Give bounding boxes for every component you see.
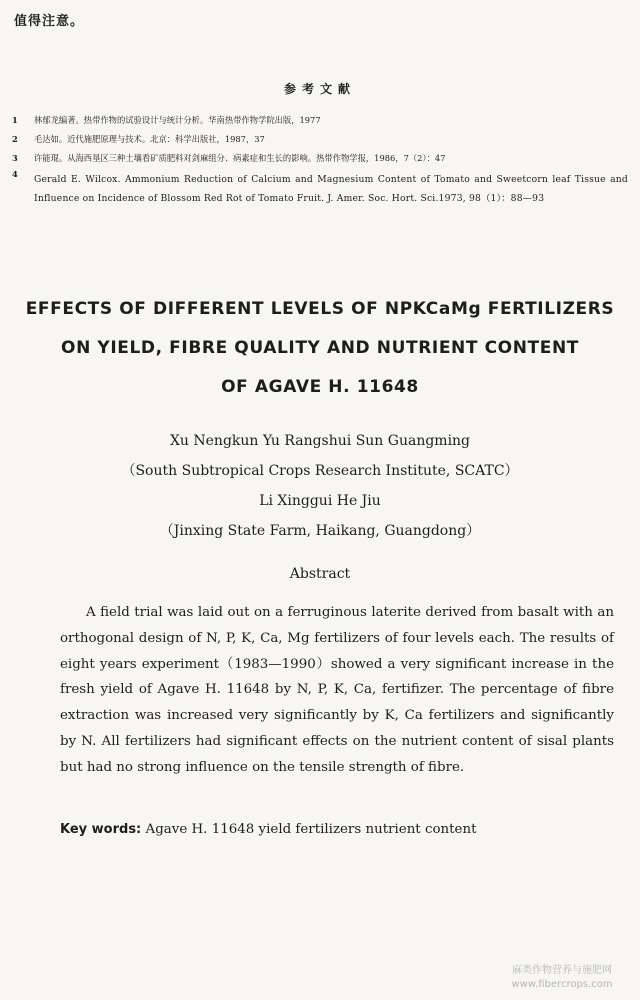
author-affiliation: （Jinxing State Farm, Haikang, Guangdong） — [159, 523, 481, 539]
title-line: ON YIELD, FIBRE QUALITY AND NUTRIENT CONTENT — [61, 338, 579, 358]
reference-item — [12, 170, 628, 208]
abstract-body — [60, 600, 614, 781]
title-line: OF AGAVE H. 11648 — [221, 377, 419, 397]
reference-text: 林郁龙编著。热带作物的试验设计与统计分析。华南热带作物学院出版，1977 — [34, 115, 321, 125]
references-list — [12, 116, 628, 219]
author-names: Li Xinggui He Jiu — [259, 493, 381, 509]
site-watermark — [492, 964, 632, 992]
author-names: Xu Nengkun Yu Rangshui Sun Guangming — [169, 433, 471, 449]
paper-title — [0, 290, 640, 407]
reference-text: Gerald E. Wilcox. Ammonium Reduction of Calcium and Magnesium Content of Tomato and Sweetcorn leaf Tissue and Influence on Incidence of Blossom Red Rot of Tomato Fruit. J. Amer. Soc. Hort. Sci.1973, 98（1）：88—93 — [34, 174, 628, 205]
reference-text: 毛达如。近代施肥原理与技术。北京：科学出版社，1987，37 — [34, 133, 265, 144]
reference-number: 4 — [12, 169, 18, 180]
reference-item — [12, 116, 628, 124]
reference-number: 2 — [12, 133, 18, 144]
reference-number: 1 — [12, 115, 18, 125]
previous-page-fragment: 值得注意。 — [14, 14, 85, 29]
author-block — [0, 426, 640, 546]
references-heading: 参考文献 — [283, 82, 356, 96]
keywords-value: Agave H. 11648 yield fertilizers nutrient content — [145, 822, 477, 837]
reference-item — [12, 135, 628, 143]
reference-item — [12, 154, 628, 162]
title-line: EFFECTS OF DIFFERENT LEVELS OF NPKCaMg FERTILIZERS — [25, 299, 615, 319]
keywords-line — [60, 822, 620, 837]
reference-text: 许能琨。从海西垦区三种土壤看矿质肥料对剑麻组分、病素症和生长的影响。热带作物学报，1986，7（2）：47 — [34, 152, 446, 163]
reference-number: 3 — [12, 152, 18, 163]
watermark-url: www.fibercrops.com — [511, 979, 613, 990]
keywords-label: Key words: — [60, 822, 142, 837]
abstract-heading: Abstract — [289, 566, 351, 582]
watermark-name: 麻类作物营养与施肥网 — [512, 965, 612, 976]
author-affiliation: （South Subtropical Crops Research Institute, SCATC） — [121, 463, 519, 479]
abstract-paragraph: A field trial was laid out on a ferruginous laterite derived from basalt with an orthogonal design of N, P, K, Ca, Mg fertilizers of four levels each. The results of eight years experiment（1983—1990）showed a very significant increase in the fresh yield of Agave H. 11648 by N, P, K, Ca, fertifizer. The percentage of fibre extraction was increased very significantly by K, Ca fertilizers and significantly by N. All fertilizers had significant effects on the nutrient content of sisal plants but had no strong influence on the tensile strength of fibre. — [60, 605, 614, 775]
